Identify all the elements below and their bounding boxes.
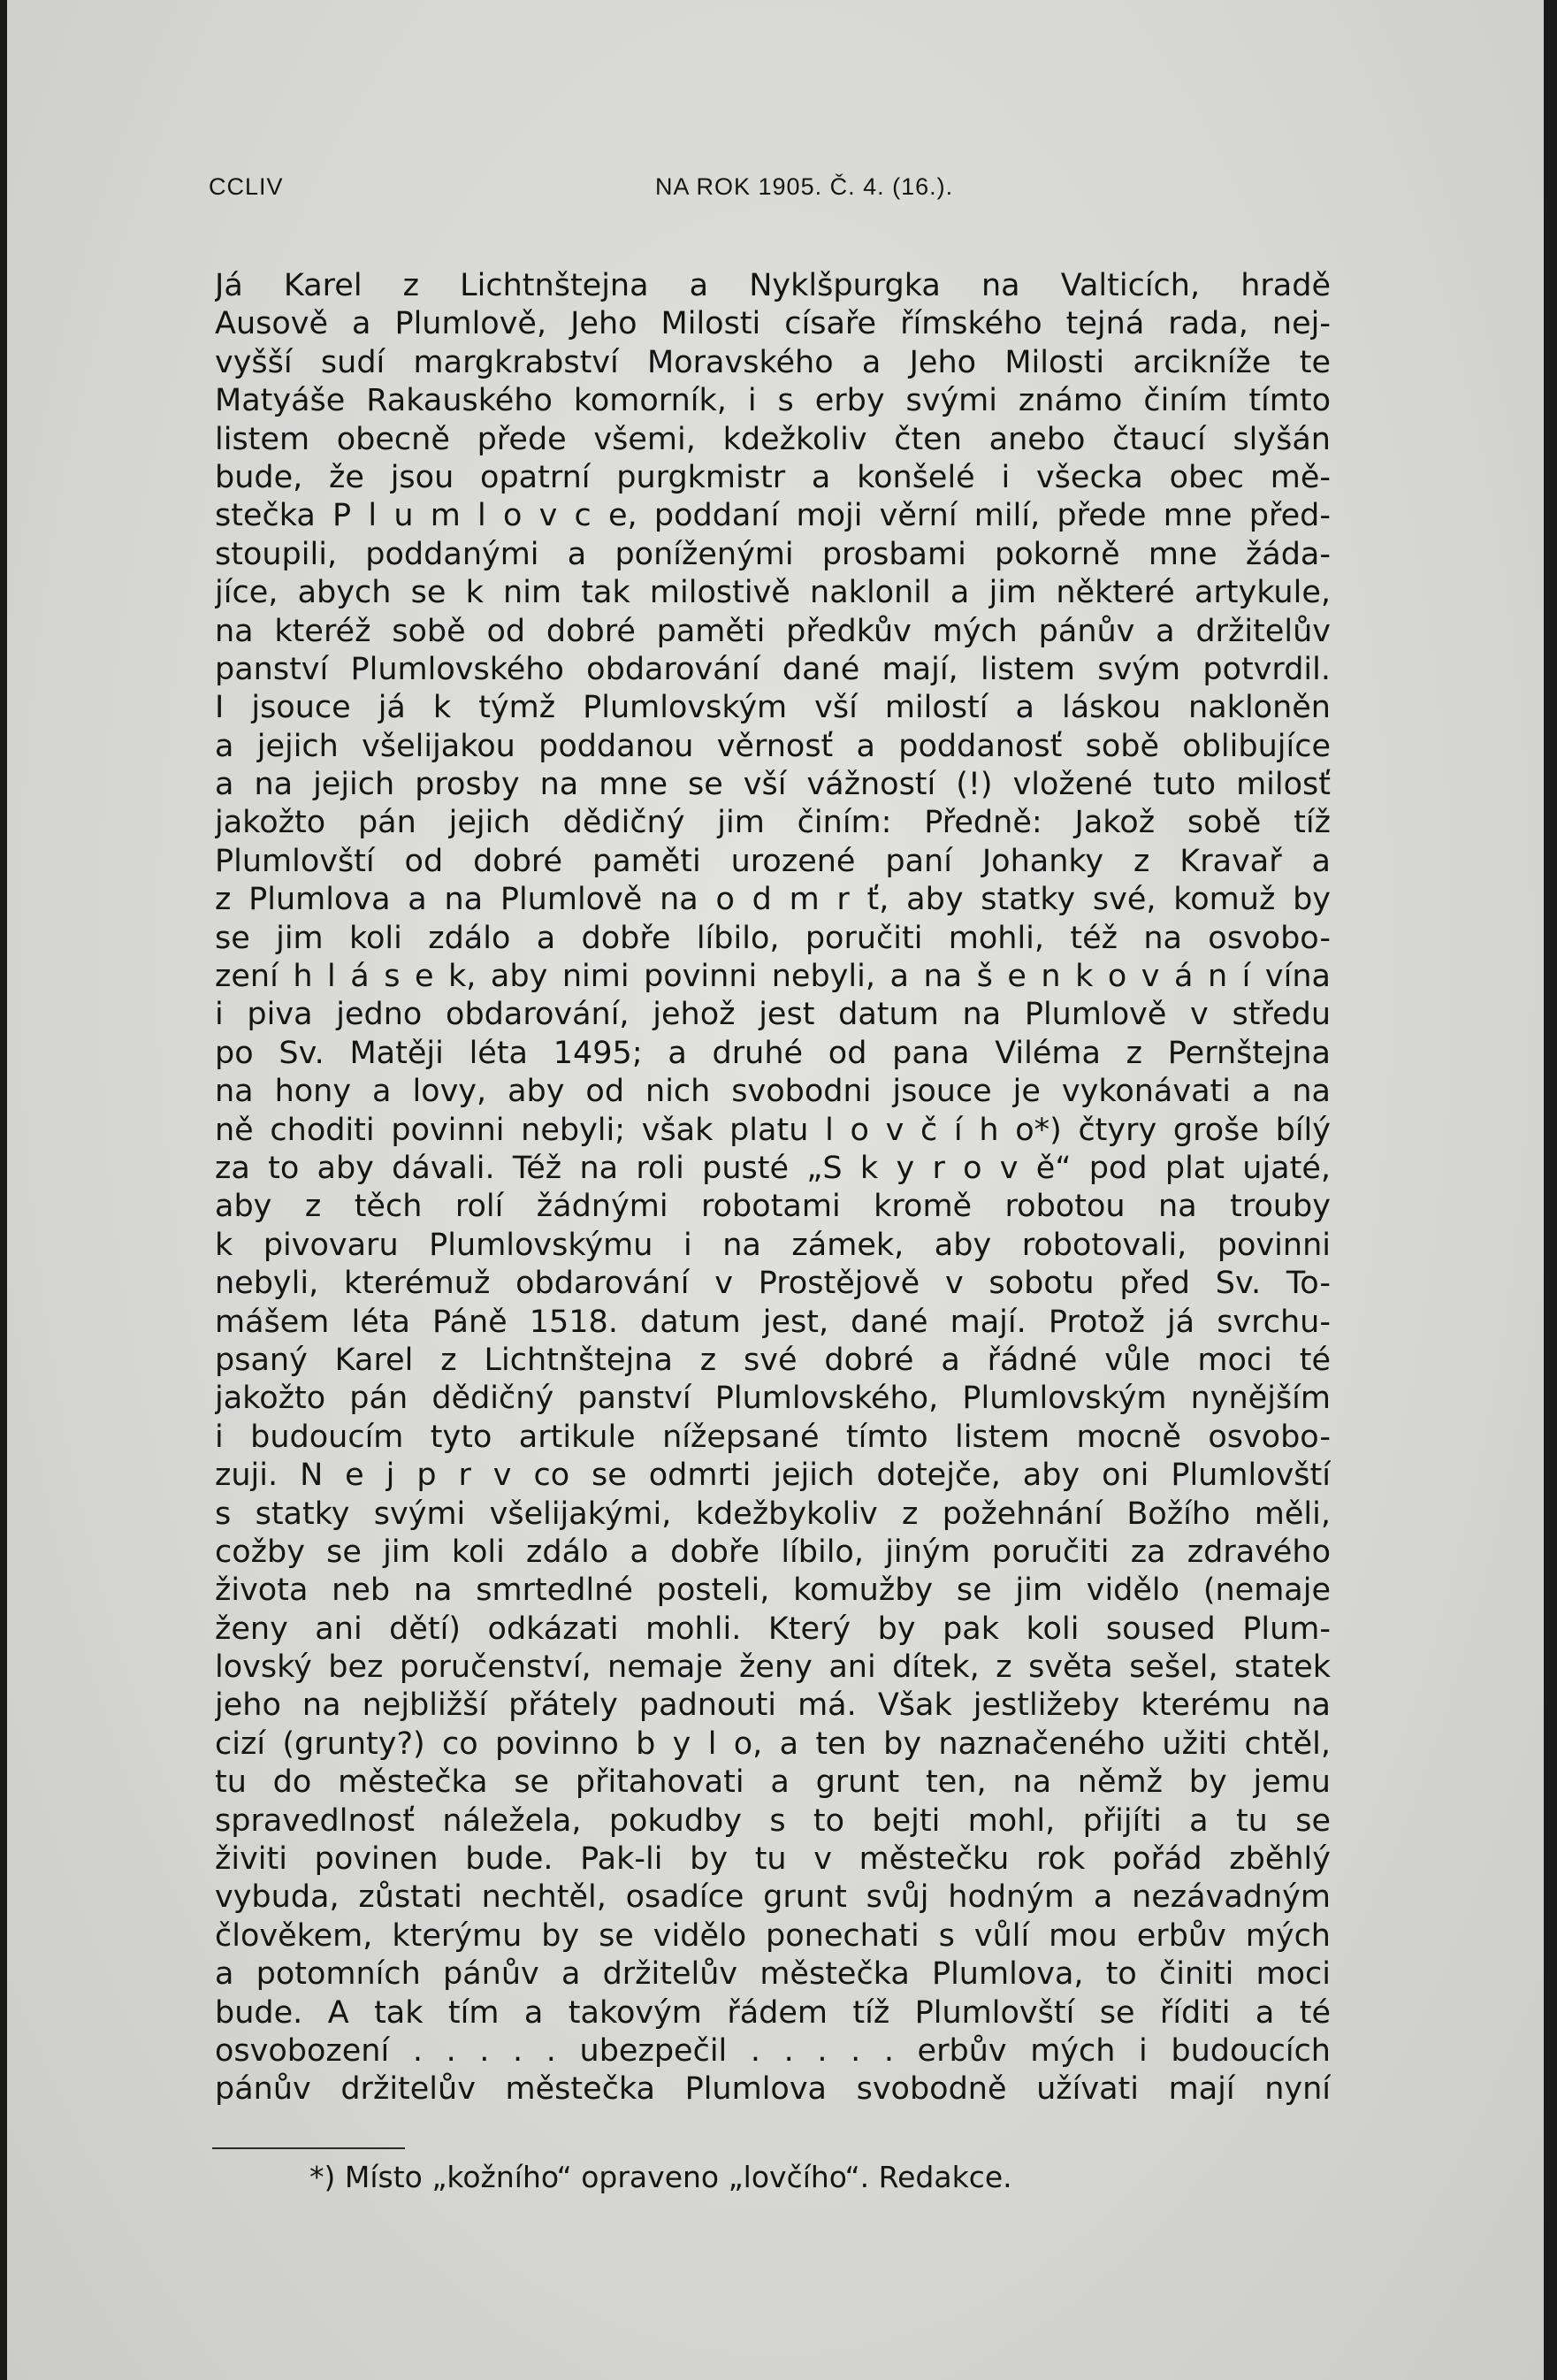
page-sheet xyxy=(7,0,1544,2380)
text-line: jakožto pán jejich dědičný jim činím: Předně: Jakož sobě tíž xyxy=(215,805,1331,841)
text-line: ženy ani dětí) odkázati mohli. Který by pak koli soused Plum- xyxy=(215,1611,1331,1647)
text-line: jakožto pán dědičný panství Plumlovského, Plumlovským nynějším xyxy=(215,1381,1331,1417)
text-line: z Plumlova a na Plumlově na o d m r ť, aby statky své, komuž by xyxy=(215,882,1331,918)
text-line: i budoucím tyto artikule nížepsané tímto listem mocně osvobo- xyxy=(215,1419,1331,1455)
running-title: NA ROK 1905. Č. 4. (16.). xyxy=(655,173,954,200)
text-line: Ausově a Plumlově, Jeho Milosti císaře římského tejná rada, nej- xyxy=(215,306,1331,342)
text-line: člověkem, kterýmu by se vidělo ponechati s vůlí mou erbův mých xyxy=(215,1917,1331,1954)
text-line: jeho na nejbližší přátely padnouti má. Však jestližeby kterému na xyxy=(215,1687,1331,1724)
text-line: ně choditi povinni nebyli; však platu l o v č í h o*) čtyry groše bílý xyxy=(215,1112,1331,1148)
text-line: na kteréž sobě od dobré paměti předkův mých pánův a držitelův xyxy=(215,613,1331,649)
text-line: cožby se jim koli zdálo a dobře líbilo, jiným poručiti za zdravého xyxy=(215,1534,1331,1570)
footnote: *) Místo „kožního“ opraveno „lovčího“. Redakce. xyxy=(309,2160,1012,2194)
text-line: bude, že jsou opatrní purgkmistr a konšelé i všecka obec mě- xyxy=(215,459,1331,495)
text-line: i piva jedno obdarování, jehož jest datum na Plumlově v středu xyxy=(215,997,1331,1033)
page-header xyxy=(209,173,1353,209)
text-line: jíce, abych se k nim tak milostivě naklonil a jim některé artykule, xyxy=(215,575,1331,611)
text-line: stečka P l u m l o v c e, poddaní moji věrní milí, přede mne před- xyxy=(215,498,1331,534)
text-line: panství Plumlovského obdarování dané mají, listem svým potvrdil. xyxy=(215,651,1331,687)
text-line: Matyáše Rakauského komorník, i s erby svými známo činím tímto xyxy=(215,383,1331,419)
text-line: cizí (grunty?) co povinno b y l o, a ten by naznačeného užiti chtěl, xyxy=(215,1726,1331,1762)
text-line: lovský bez poručenství, nemaje ženy ani dítek, z světa sešel, statek xyxy=(215,1649,1331,1686)
text-line: listem obecně přede všemi, kdežkoliv čten anebo čtaucí slyšán xyxy=(215,421,1331,457)
text-line: stoupili, poddanými a poníženými prosbami pokorně mne žáda- xyxy=(215,536,1331,572)
text-line: bude. A tak tím a takovým řádem tíž Plumlovští se říditi a té xyxy=(215,1994,1331,2031)
text-line: a jejich všelijakou poddanou věrnosť a poddanosť sobě oblibujíce xyxy=(215,728,1331,764)
text-line: vyšší sudí margkrabství Moravského a Jeho Milosti arcikníže te xyxy=(215,344,1331,380)
text-line: zení h l á s e k, aby nimi povinni nebyli, a na š e n k o v á n í vína xyxy=(215,959,1331,995)
text-line: Plumlovští od dobré paměti urozené paní Johanky z Kravař a xyxy=(215,843,1331,879)
text-line: a potomních pánův a držitelův městečka Plumlova, to činiti moci xyxy=(215,1956,1331,1993)
text-line: po Sv. Matěji léta 1495; a druhé od pana Viléma z Pernštejna xyxy=(215,1035,1331,1071)
text-line: aby z těch rolí žádnými robotami kromě robotou na trouby xyxy=(215,1189,1331,1225)
text-line: Já Karel z Lichtnštejna a Nyklšpurgka na Valticích, hradě xyxy=(215,268,1331,303)
text-line: nebyli, kterémuž obdarování v Prostějově v sobotu před Sv. To- xyxy=(215,1266,1331,1302)
text-line: osvobození . . . . . ubezpečil . . . . . erbův mých i budoucích xyxy=(215,2032,1331,2069)
text-line: vybuda, zůstati nechtěl, osadíce grunt svůj hodným a nezávadným xyxy=(215,1879,1331,1916)
text-line: zuji. N e j p r v co se odmrti jejich dotejče, aby oni Plumlovští xyxy=(215,1458,1331,1494)
text-line: s statky svými všelijakými, kdežbykoliv z požehnání Božího měli, xyxy=(215,1496,1331,1532)
text-line: se jim koli zdálo a dobře líbilo, poručiti mohli, též na osvobo- xyxy=(215,920,1331,956)
text-line: I jsouce já k týmž Plumlovským vší milostí a láskou nakloněn xyxy=(215,690,1331,726)
text-line: a na jejich prosby na mne se vší vážností (!) vložené tuto milosť xyxy=(215,767,1331,803)
body-text xyxy=(215,267,1331,2109)
footnote-rule xyxy=(212,2147,405,2149)
text-line: tu do městečka se přitahovati a grunt ten, na němž by jemu xyxy=(215,1764,1331,1801)
text-line: živiti povinen bude. Pak-li by tu v městečku rok pořád zběhlý xyxy=(215,1841,1331,1878)
page-number: CCLIV xyxy=(209,173,284,200)
text-line: spravedlnosť náležela, pokudby s to bejti mohl, přijíti a tu se xyxy=(215,1802,1331,1839)
text-line: mášem léta Páně 1518. datum jest, dané mají. Protož já svrchu- xyxy=(215,1304,1331,1340)
text-line: pánův držitelův městečka Plumlova svobodně užívati mají nyní xyxy=(215,2071,1331,2108)
text-line: za to aby dávali. Též na roli pusté „S k y r o v ě“ pod plat ujaté, xyxy=(215,1150,1331,1186)
text-line: psaný Karel z Lichtnštejna z své dobré a řádné vůle moci té xyxy=(215,1342,1331,1378)
text-line: života neb na smrtedlné posteli, komužby se jim vidělo (nemaje xyxy=(215,1573,1331,1609)
text-line: k pivovaru Plumlovskýmu i na zámek, aby robotovali, povinni xyxy=(215,1227,1331,1263)
text-line: na hony a lovy, aby od nich svobodni jsouce je vykonávati a na xyxy=(215,1074,1331,1110)
